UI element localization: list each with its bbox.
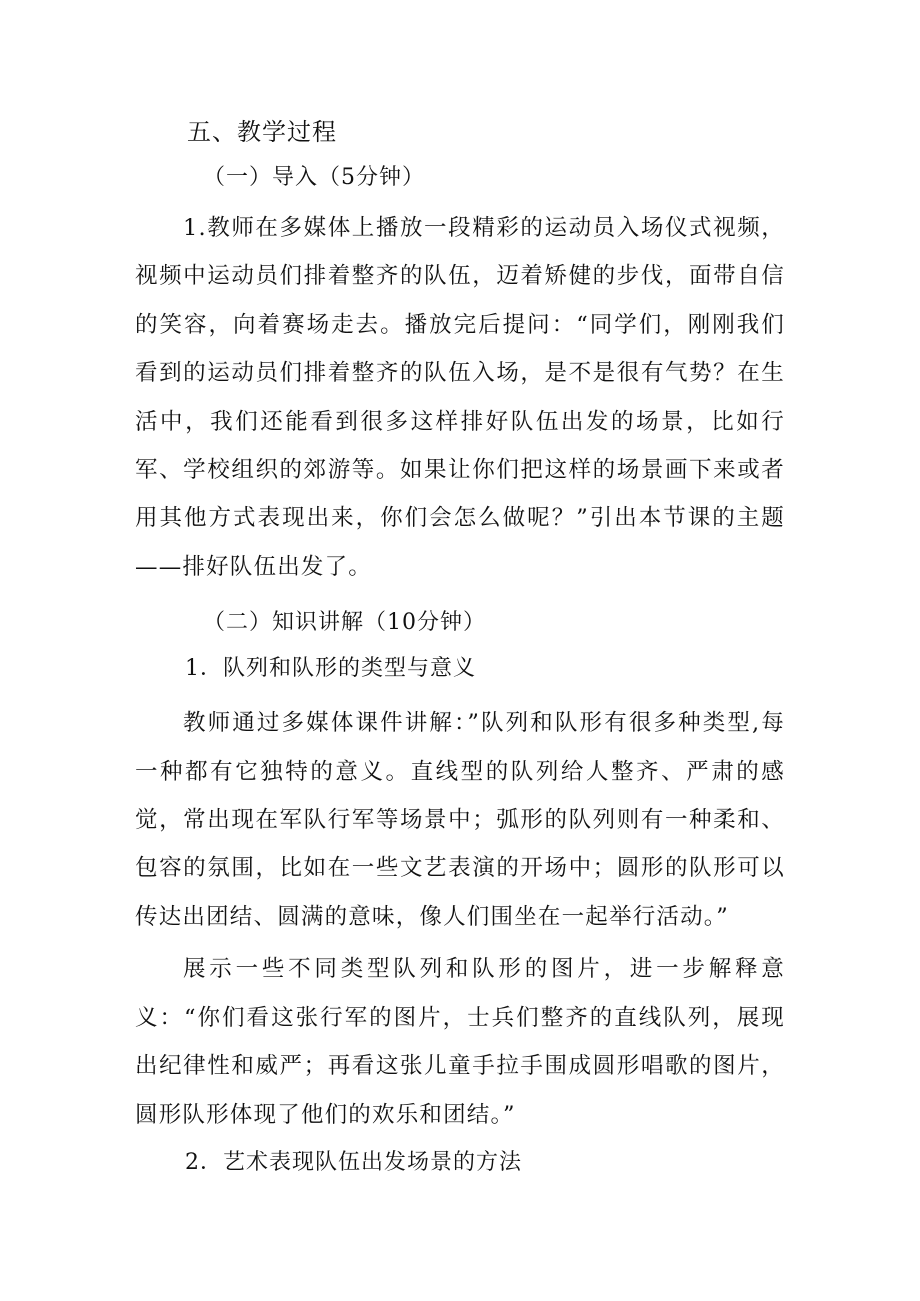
item1-title: 1．队列和队形的类型与意义 [185,656,476,682]
section-title: 五、教学过程 [187,118,337,146]
part2-heading: （二）知识讲解（10分钟） [203,610,486,636]
item2-title: 2．艺术表现队伍出发场景的方法 [185,1149,522,1175]
item1-paragraph1: 教师通过多媒体课件讲解：”队列和队形有很多种类型,每一种都有它独特的意义。直线型的队列给人整齐、严肃的感觉，常出现在军队行军等场景中；弧形的队列则有一种柔和、包容的氛围，比如在一些文艺表演的开场中；圆形的队形可以传达出团结、圆满的意味，像人们围坐在一起举行活动。” [135,710,785,930]
part1-heading: （一）导入（5分钟） [203,165,425,190]
part1-paragraph: 1.教师在多媒体上播放一段精彩的运动员入场仪式视频，视频中运动员们排着整齐的队伍，迈着矫健的步伐，面带自信的笑容，向着赛场走去。播放完后提问：“同学们，刚刚我们看到的运动员们排着整齐的队伍入场，是不是很有气势？在生活中，我们还能看到很多这样排好队伍出发的场景，比如行军、学校组织的郊游等。如果让你们把这样的场景画下来或者用其他方式表现出来，你们会怎么做呢？”引出本节课的主题——排好队伍出发了。 [135,215,785,580]
spacer [135,591,785,603]
item1-paragraph2: 展示一些不同类型队列和队形的图片，进一步解释意义：“你们看这张行军的图片，士兵们整齐的直线队列，展现出纪律性和威严；再看这张儿童手拉手围成圆形唱歌的图片，圆形队形体现了他们的欢乐和团结。” [135,956,785,1128]
document-body [135,112,785,1193]
